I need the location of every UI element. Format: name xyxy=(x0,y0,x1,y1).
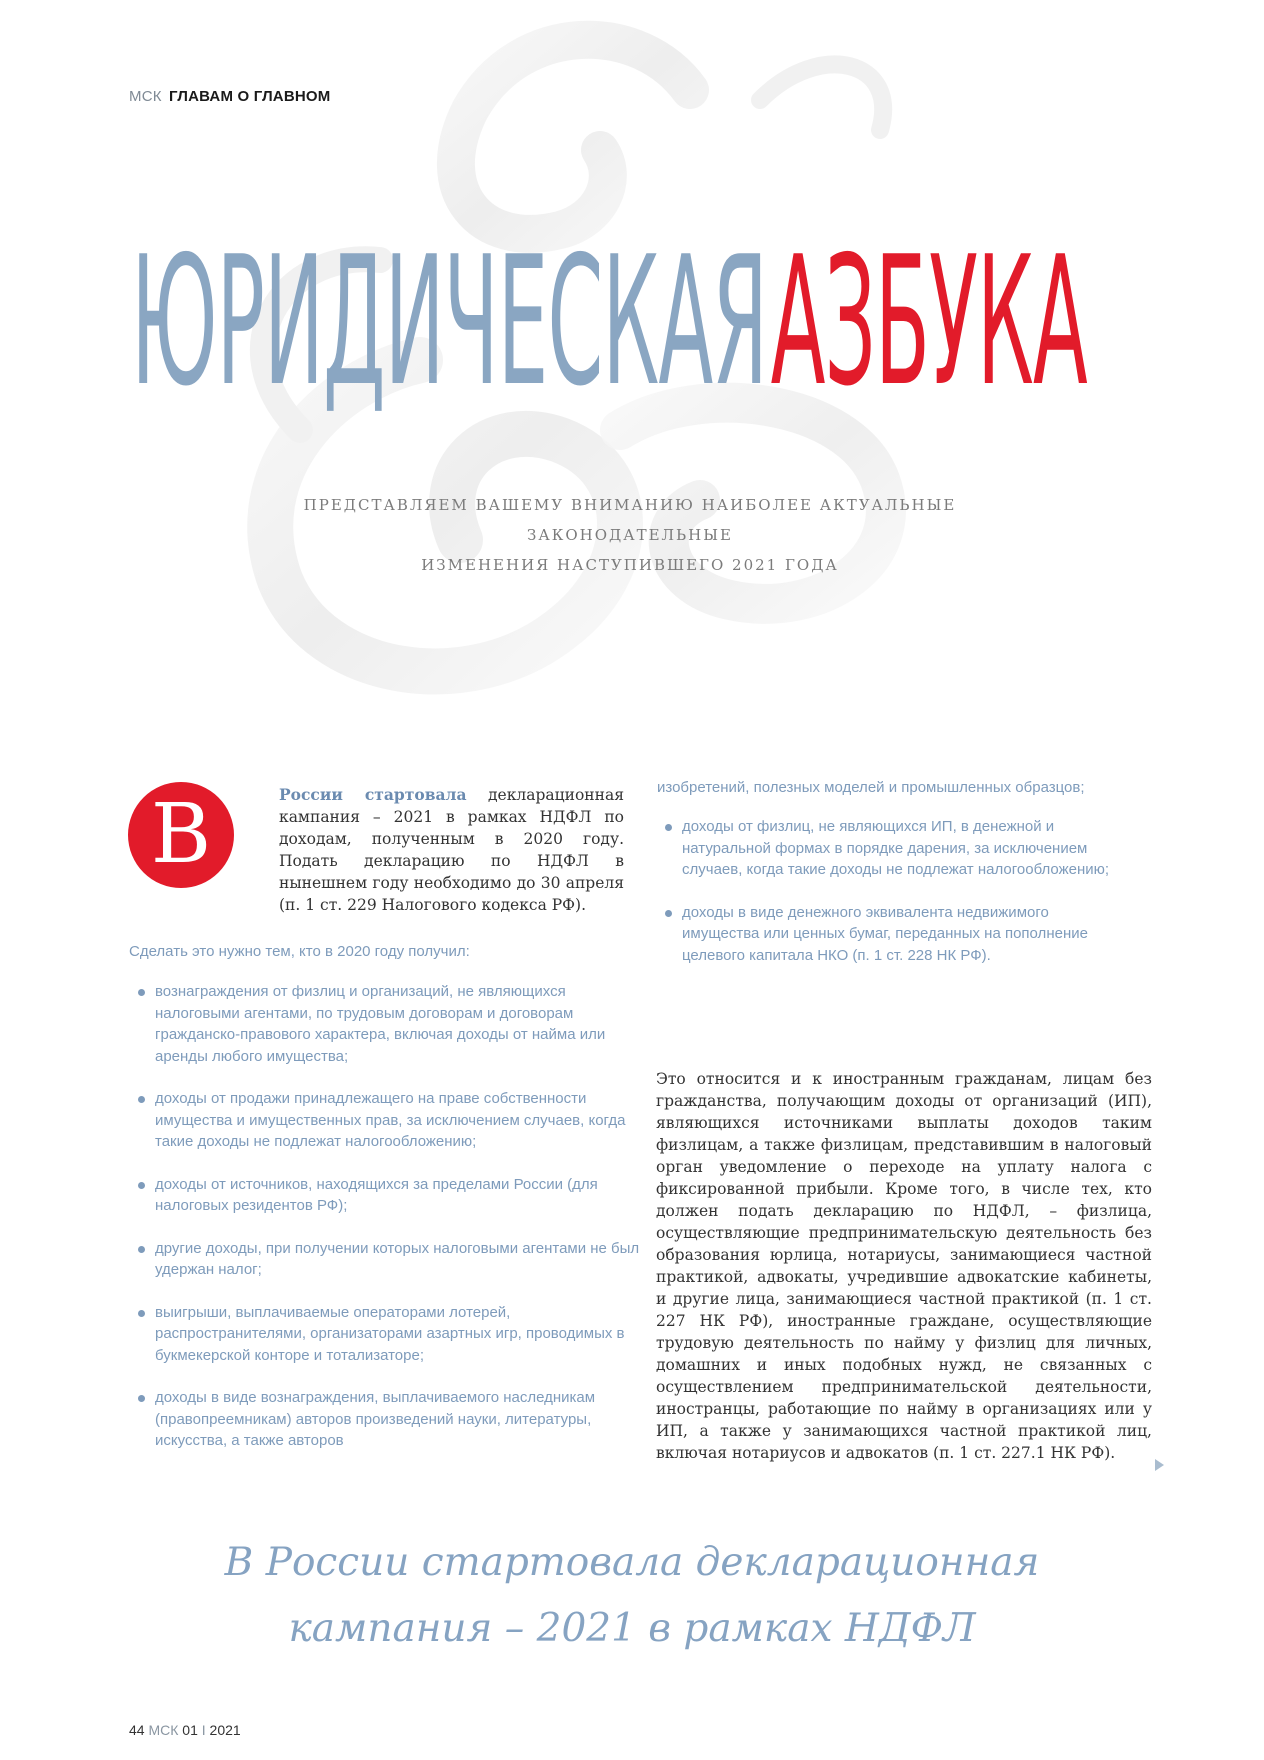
pull-quote-line-2: кампания – 2021 в рамках НДФЛ xyxy=(288,1606,976,1651)
list-item-text: выигрыши, выплачиваемые операторами лотерей, распространителями, организаторами азартных игр, проводимых в букмекерской конторе и тотализаторе; xyxy=(155,1303,625,1364)
list-item-text: доходы от физлиц, не являющихся ИП, в денежной и натуральной формах в порядке дарения, за исключением случаев, когда такие доходы не подлежат налогообложению; xyxy=(682,818,1110,878)
list-item-text: другие доходы, при получении которых налоговыми агентами не был удержан налог; xyxy=(155,1239,640,1278)
bullet-dot-icon xyxy=(138,1182,145,1189)
title-part-2: АЗБУКА xyxy=(770,218,1087,425)
list-item xyxy=(131,981,641,1067)
section-lead: МСК xyxy=(129,88,162,105)
bullet-list-left xyxy=(131,981,641,1473)
section-name: ГЛАВАМ О ГЛАВНОМ xyxy=(169,88,331,105)
page-title xyxy=(131,218,1087,425)
subtitle xyxy=(200,490,1060,580)
bullet-dot-icon xyxy=(138,1246,145,1253)
bullet-dot-icon xyxy=(138,1310,145,1317)
intro-bold-lead: России стартовала xyxy=(279,785,467,804)
subtitle-line-1: ПРЕДСТАВЛЯЕМ ВАШЕМУ ВНИМАНИЮ НАИБОЛЕЕ АКТУАЛЬНЫЕ ЗАКОНОДАТЕЛЬНЫЕ xyxy=(303,496,957,544)
list-item xyxy=(658,902,1128,967)
title-part-1: ЮРИДИЧЕСКАЯ xyxy=(131,218,768,425)
lead-question: Сделать это нужно тем, кто в 2020 году получил: xyxy=(129,943,470,960)
section-header xyxy=(129,88,330,105)
continue-arrow-icon xyxy=(1155,1459,1164,1471)
page-footer xyxy=(129,1722,241,1738)
page-number: 44 xyxy=(129,1722,145,1738)
bullet-dot-icon xyxy=(665,910,672,917)
list-item xyxy=(131,1174,641,1217)
drop-cap-letter: В xyxy=(150,787,212,882)
decorative-letter-a-shape xyxy=(456,40,690,234)
subtitle-line-2: ИЗМЕНЕНИЯ НАСТУПИВШЕГО 2021 ГОДА xyxy=(421,556,839,574)
pull-quote-line-1: В России стартовала декларационная xyxy=(224,1540,1040,1585)
list-item-text: доходы в виде вознаграждения, выплачиваемого наследникам (правопреемникам) авторов произведений науки, литературы, искусства, а также авторов xyxy=(155,1389,596,1449)
bullet-list-right xyxy=(658,816,1128,987)
bullet-dot-icon xyxy=(138,989,145,996)
footer-separator: I xyxy=(201,1722,206,1738)
decorative-flourish-shape xyxy=(760,64,883,130)
list-item-text: доходы от продажи принадлежащего на праве собственности имущества и имущественных прав, за исключением случаев, когда такие доходы не подлежат налогообложению; xyxy=(155,1090,626,1150)
list-item xyxy=(131,1387,641,1452)
issue-year: 2021 xyxy=(209,1722,241,1738)
footer-brand: МСК xyxy=(148,1722,179,1738)
list-item-text: вознаграждения от физлиц и организаций, не являющихся налоговыми агентами, по трудовым договорам и договорам гражданско-правового характера, включая доходы от найма или аренды любого имущества; xyxy=(155,983,606,1065)
bullet-dot-icon xyxy=(138,1395,145,1402)
pull-quote xyxy=(150,1530,1114,1662)
intro-text: декларационная кампания – 2021 в рамках НДФЛ по доходам, полученным в 2020 году. Подать декларацию по НДФЛ в нынешнем году необходимо до 30 апреля (п. 1 ст. 229 Налогового кодекса РФ). xyxy=(279,786,624,914)
body-paragraph: Это относится и к иностранным гражданам, лицам без гражданства, получающим доходы от организаций (ИП), являющихся источниками выплаты доходов таким физлицам, а также физлицам, представившим в налоговый орган уведомление о переходе на уплату налога с фиксированной прибыли. Кроме того, в числе тех, кто должен подать декларацию по НДФЛ, – физлица, осуществляющие предпринимательскую деятельность без образования юрлица, нотариусы, занимающиеся частной практикой, адвокаты, учредившие адвокатские кабинеты, и другие лица, занимающиеся частной практикой (п. 1 ст. 227 НК РФ), иностранные граждане, осуществляющие трудовую деятельность по найму у физлиц для личных, домашних и иных подобных нужд, не связанных с осуществлением предпринимательской деятельности, иностранцы, работающие по найму в организациях или у ИП, а также у занимающихся частной практикой лиц, включая нотариусов и адвокатов (п. 1 ст. 227.1 НК РФ). xyxy=(656,1070,1152,1462)
bullet-dot-icon xyxy=(665,824,672,831)
intro-paragraph xyxy=(279,784,624,916)
list-item-text: доходы в виде денежного эквивалента недвижимого имущества или ценных бумаг, переданных на пополнение целевого капитала НКО (п. 1 ст. 228 НК РФ). xyxy=(682,903,1088,964)
issue-number: 01 xyxy=(182,1722,198,1738)
list-continuation: изобретений, полезных моделей и промышленных образцов; xyxy=(657,779,1085,796)
list-item xyxy=(131,1238,641,1281)
list-item xyxy=(131,1088,641,1153)
bullet-dot-icon xyxy=(138,1096,145,1103)
drop-cap-circle xyxy=(128,782,234,888)
list-item-text: доходы от источников, находящихся за пределами России (для налоговых резидентов РФ); xyxy=(155,1175,598,1214)
list-item xyxy=(131,1302,641,1367)
list-item xyxy=(658,816,1128,881)
